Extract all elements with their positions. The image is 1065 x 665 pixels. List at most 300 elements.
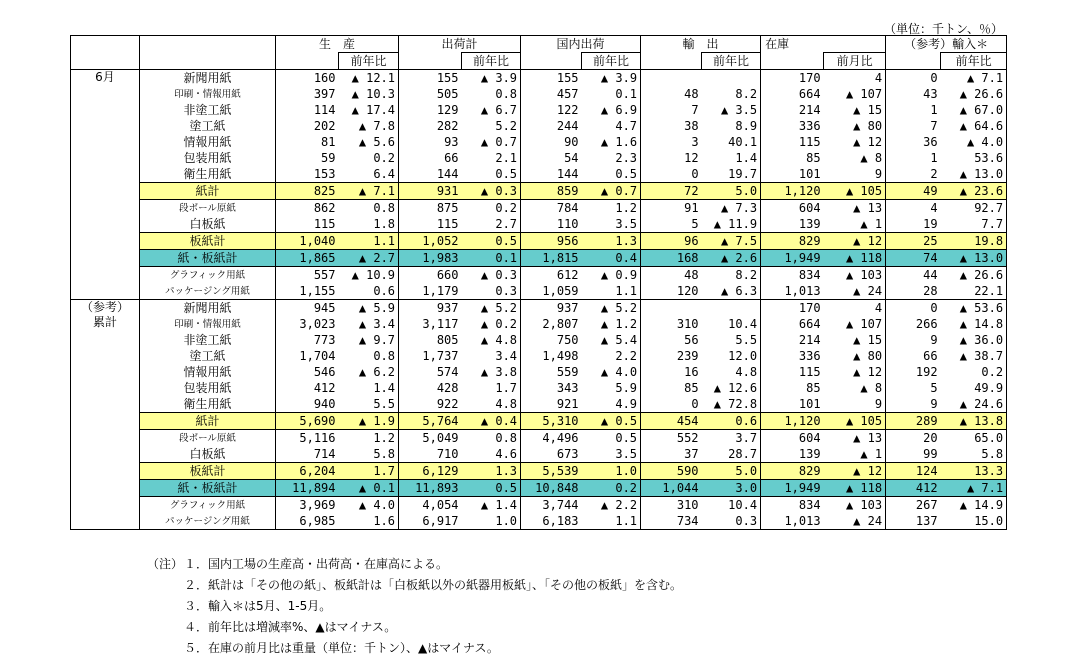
cell-shipments: 5,049 (422, 430, 459, 445)
cell-inventory: 115 (798, 134, 821, 149)
cell-domestic-yoy: 2.3 (582, 150, 641, 166)
cell-inventory-mom: ▲ 8 (824, 380, 886, 396)
cell-domestic-yoy: 3.5 (582, 446, 641, 463)
cell-inventory: 1,949 (761, 480, 824, 497)
table-row (71, 86, 1007, 102)
cell-inventory-mom: ▲ 80 (824, 118, 886, 134)
cell-domestic-yoy: ▲ 6.9 (582, 102, 641, 118)
cell-export: 12 (684, 150, 699, 165)
note-line (147, 598, 682, 619)
cell-shipments: 428 (436, 380, 459, 395)
cell-domestic-yoy: 1.1 (582, 513, 641, 530)
table-row (71, 102, 1007, 118)
cell-shipments: 4,054 (422, 497, 459, 512)
cell-production: 6,204 (276, 463, 339, 480)
cell-domestic-yoy: 0.4 (582, 250, 641, 267)
cell-production: 81 (321, 134, 336, 149)
cell-shipments: 66 (444, 150, 459, 165)
cell-production-yoy: ▲ 12.1 (339, 70, 399, 87)
cell-import: 137 (915, 513, 938, 528)
cell-export: 56 (684, 332, 699, 347)
cell-shipments-yoy: 2.7 (462, 216, 521, 233)
header-shipments-yoy: 前年比 (462, 53, 521, 70)
cell-inventory-mom: ▲ 13 (824, 430, 886, 447)
cell-production: 5,690 (276, 413, 339, 430)
cell-shipments: 115 (436, 216, 459, 231)
table-row (71, 332, 1007, 348)
cell-import-yoy: ▲ 67.0 (941, 102, 1007, 118)
cell-domestic-yoy: 1.3 (582, 233, 641, 250)
cell-import-yoy: ▲ 36.0 (941, 332, 1007, 348)
cell-shipments-yoy: ▲ 0.3 (462, 183, 521, 200)
cell-import: 19 (923, 216, 938, 231)
cell-shipments: 6,917 (422, 513, 459, 528)
cell-domestic-yoy: 0.5 (582, 430, 641, 447)
cell-shipments-yoy: 0.3 (462, 283, 521, 300)
cell-production: 546 (313, 364, 336, 379)
cell-import-yoy: ▲ 13.0 (941, 166, 1007, 183)
table-row (71, 150, 1007, 166)
table-row (71, 267, 1007, 284)
table-row (71, 497, 1007, 514)
cell-production: 114 (313, 102, 336, 117)
cell-import-yoy: ▲ 53.6 (941, 300, 1007, 317)
cell-shipments: 5,764 (399, 413, 462, 430)
cell-production-yoy: 5.5 (339, 396, 399, 413)
cell-production-yoy: ▲ 3.4 (339, 316, 399, 332)
cell-export (641, 300, 702, 317)
cell-inventory: 1,120 (761, 413, 824, 430)
note-line (147, 619, 682, 640)
cell-inventory: 829 (761, 463, 824, 480)
statistics-table (70, 35, 1007, 530)
cell-import: 5 (930, 380, 938, 395)
cell-inventory: 170 (798, 70, 821, 85)
cell-production: 397 (313, 86, 336, 101)
cell-import: 25 (886, 233, 941, 250)
cell-shipments-yoy: ▲ 0.4 (462, 413, 521, 430)
cell-inventory: 214 (798, 102, 821, 117)
cell-export-yoy: ▲ 12.6 (702, 380, 761, 396)
cell-export-yoy: ▲ 2.6 (702, 250, 761, 267)
cell-import-yoy: 53.6 (941, 150, 1007, 166)
cell-domestic: 859 (521, 183, 582, 200)
cell-export: 3 (691, 134, 699, 149)
cell-domestic-yoy: ▲ 3.9 (582, 70, 641, 87)
cell-production: 1,040 (276, 233, 339, 250)
cell-inventory: 101 (798, 166, 821, 181)
cell-domestic: 673 (556, 446, 579, 461)
section-label-line: （参考） (80, 300, 129, 314)
cell-shipments: 922 (436, 396, 459, 411)
cell-inventory: 1,120 (761, 183, 824, 200)
cell-export: 48 (684, 267, 699, 282)
table-row (71, 348, 1007, 364)
cell-import-yoy: ▲ 14.9 (941, 497, 1007, 514)
cell-inventory-mom: ▲ 12 (824, 364, 886, 380)
cell-export-yoy (702, 70, 761, 87)
table-row (71, 413, 1007, 430)
cell-domestic-yoy: ▲ 4.0 (582, 364, 641, 380)
row-label: 新聞用紙 (140, 300, 276, 317)
cell-import: 7 (930, 118, 938, 133)
cell-export: 5 (691, 216, 699, 231)
header-export-sub (641, 53, 702, 70)
cell-export: 590 (641, 463, 702, 480)
cell-import-yoy: ▲ 4.0 (941, 134, 1007, 150)
cell-inventory-mom: ▲ 105 (824, 413, 886, 430)
cell-production-yoy: 1.4 (339, 380, 399, 396)
cell-export-yoy: ▲ 72.8 (702, 396, 761, 413)
table-row (71, 396, 1007, 413)
table-body (71, 70, 1007, 530)
cell-shipments-yoy: ▲ 5.2 (462, 300, 521, 317)
cell-export: 7 (691, 102, 699, 117)
cell-export-yoy: 40.1 (702, 134, 761, 150)
cell-shipments: 875 (436, 200, 459, 215)
note-text: ３．輸入＊は5月、1-5月。 (184, 599, 332, 613)
cell-import-yoy: ▲ 13.8 (941, 413, 1007, 430)
cell-export-yoy: 0.3 (702, 513, 761, 530)
cell-shipments: 11,893 (399, 480, 462, 497)
cell-domestic-yoy: 4.9 (582, 396, 641, 413)
cell-inventory-mom: ▲ 107 (824, 86, 886, 102)
row-label: 紙計 (140, 413, 276, 430)
table-row (71, 200, 1007, 217)
cell-import-yoy: 65.0 (941, 430, 1007, 447)
cell-production: 11,894 (276, 480, 339, 497)
cell-shipments-yoy: ▲ 0.3 (462, 267, 521, 284)
cell-import: 266 (915, 316, 938, 331)
cell-production-yoy: ▲ 10.3 (339, 86, 399, 102)
row-label: 印刷・情報用紙 (140, 316, 276, 332)
cell-production-yoy: 0.8 (339, 348, 399, 364)
cell-inventory: 664 (798, 316, 821, 331)
cell-domestic: 144 (556, 166, 579, 181)
header-shipments-sub (399, 53, 462, 70)
cell-inventory: 604 (798, 200, 821, 215)
cell-domestic: 110 (556, 216, 579, 231)
cell-domestic: 5,539 (521, 463, 582, 480)
cell-domestic-yoy: 2.2 (582, 348, 641, 364)
cell-export: 120 (676, 283, 699, 298)
cell-production: 153 (313, 166, 336, 181)
cell-export: 310 (676, 316, 699, 331)
cell-inventory-mom: ▲ 24 (824, 283, 886, 300)
cell-inventory: 604 (798, 430, 821, 445)
row-label: 段ボール原紙 (140, 430, 276, 447)
cell-domestic-yoy: 0.2 (582, 480, 641, 497)
cell-export-yoy: 3.7 (702, 430, 761, 447)
cell-domestic: 937 (556, 300, 579, 315)
cell-inventory-mom: ▲ 107 (824, 316, 886, 332)
cell-import: 267 (915, 497, 938, 512)
cell-shipments-yoy: 0.8 (462, 86, 521, 102)
cell-domestic-yoy: 0.5 (582, 166, 641, 183)
cell-shipments-yoy: 0.8 (462, 430, 521, 447)
cell-shipments-yoy: 1.0 (462, 513, 521, 530)
cell-import: 44 (923, 267, 938, 282)
cell-shipments-yoy: 2.1 (462, 150, 521, 166)
cell-production: 3,969 (299, 497, 336, 512)
header-import-yoy: 前年比 (941, 53, 1007, 70)
note-text: ２．紙計は「その他の紙」、板紙計は「白板紙以外の紙器用板紙」、「その他の板紙」を含む。 (184, 578, 683, 592)
cell-shipments: 505 (436, 86, 459, 101)
cell-shipments: 805 (436, 332, 459, 347)
note-line (147, 556, 682, 577)
cell-inventory: 1,013 (784, 513, 821, 528)
cell-domestic: 5,310 (521, 413, 582, 430)
cell-domestic: 3,744 (542, 497, 579, 512)
cell-import: 66 (923, 348, 938, 363)
row-label: 非塗工紙 (140, 332, 276, 348)
header-inventory: 在庫 (761, 36, 886, 53)
cell-shipments-yoy: ▲ 4.8 (462, 332, 521, 348)
cell-production: 160 (313, 70, 336, 85)
table-row (71, 513, 1007, 530)
cell-production: 714 (313, 446, 336, 461)
table-row (71, 70, 1007, 87)
cell-production-yoy: 0.2 (339, 150, 399, 166)
header-export: 輸 出 (641, 36, 761, 53)
cell-shipments-yoy: ▲ 1.4 (462, 497, 521, 514)
table-row (71, 316, 1007, 332)
cell-production-yoy: 1.6 (339, 513, 399, 530)
cell-domestic: 1,059 (542, 283, 579, 298)
cell-import-yoy: 92.7 (941, 200, 1007, 217)
cell-production-yoy: ▲ 4.0 (339, 497, 399, 514)
cell-shipments-yoy: 0.5 (462, 233, 521, 250)
cell-domestic: 54 (564, 150, 579, 165)
cell-export-yoy: 1.4 (702, 150, 761, 166)
cell-production-yoy: ▲ 6.2 (339, 364, 399, 380)
cell-import: 0 (930, 300, 938, 315)
cell-import-yoy: ▲ 38.7 (941, 348, 1007, 364)
cell-shipments: 1,179 (422, 283, 459, 298)
table-row (71, 446, 1007, 463)
table-row (71, 480, 1007, 497)
table-row (71, 463, 1007, 480)
cell-domestic: 612 (556, 267, 579, 282)
row-label: パッケージング用紙 (140, 513, 276, 530)
cell-import-yoy: ▲ 64.6 (941, 118, 1007, 134)
row-label: 塗工紙 (140, 348, 276, 364)
cell-export: 734 (676, 513, 699, 528)
cell-import: 192 (915, 364, 938, 379)
table-row (71, 166, 1007, 183)
header-inventory-mom: 前月比 (824, 53, 886, 70)
row-label: グラフィック用紙 (140, 267, 276, 284)
row-label: 紙・板紙計 (140, 250, 276, 267)
cell-shipments-yoy: 0.2 (462, 200, 521, 217)
cell-shipments-yoy: 0.5 (462, 166, 521, 183)
cell-export-yoy: 28.7 (702, 446, 761, 463)
cell-export (641, 70, 702, 87)
row-label: 白板紙 (140, 216, 276, 233)
cell-import: 28 (923, 283, 938, 298)
cell-production-yoy: 0.6 (339, 283, 399, 300)
cell-export: 38 (684, 118, 699, 133)
cell-export-yoy: ▲ 7.3 (702, 200, 761, 217)
cell-shipments: 1,052 (399, 233, 462, 250)
cell-inventory: 1,013 (784, 283, 821, 298)
table-row (71, 118, 1007, 134)
cell-shipments-yoy: ▲ 6.7 (462, 102, 521, 118)
cell-export-yoy (702, 300, 761, 317)
cell-import-yoy: ▲ 24.6 (941, 396, 1007, 413)
cell-domestic: 10,848 (521, 480, 582, 497)
cell-shipments: 282 (436, 118, 459, 133)
section-label (71, 300, 140, 530)
cell-shipments: 574 (436, 364, 459, 379)
cell-domestic: 1,498 (542, 348, 579, 363)
cell-import: 4 (930, 200, 938, 215)
cell-domestic: 750 (556, 332, 579, 347)
cell-domestic-yoy: ▲ 1.6 (582, 134, 641, 150)
header-production: 生 産 (276, 36, 399, 53)
header-blank-1 (71, 36, 140, 53)
cell-inventory-mom: ▲ 13 (824, 200, 886, 217)
cell-domestic-yoy: 5.9 (582, 380, 641, 396)
cell-export-yoy: 5.5 (702, 332, 761, 348)
cell-export-yoy: ▲ 7.5 (702, 233, 761, 250)
cell-inventory-mom: ▲ 15 (824, 102, 886, 118)
cell-inventory-mom: ▲ 24 (824, 513, 886, 530)
cell-inventory: 115 (798, 364, 821, 379)
cell-shipments-yoy: 0.5 (462, 480, 521, 497)
header-production-yoy: 前年比 (339, 53, 399, 70)
row-label: 新聞用紙 (140, 70, 276, 87)
section-label-line: 6月 (95, 70, 115, 84)
row-label: 段ボール原紙 (140, 200, 276, 217)
cell-production: 825 (276, 183, 339, 200)
cell-import: 99 (923, 446, 938, 461)
statistics-table-container (70, 35, 1006, 530)
cell-inventory: 664 (798, 86, 821, 101)
cell-shipments-yoy: 3.4 (462, 348, 521, 364)
table-row (71, 300, 1007, 317)
cell-export: 85 (684, 380, 699, 395)
cell-import-yoy: ▲ 26.6 (941, 86, 1007, 102)
cell-shipments-yoy: 4.8 (462, 396, 521, 413)
cell-export-yoy: 8.9 (702, 118, 761, 134)
cell-import: 124 (886, 463, 941, 480)
cell-shipments: 710 (436, 446, 459, 461)
table-row (71, 364, 1007, 380)
cell-inventory: 336 (798, 348, 821, 363)
cell-production-yoy: ▲ 2.7 (339, 250, 399, 267)
cell-production-yoy: 6.4 (339, 166, 399, 183)
cell-domestic-yoy: ▲ 5.4 (582, 332, 641, 348)
cell-production-yoy: ▲ 10.9 (339, 267, 399, 284)
cell-export-yoy: 4.8 (702, 364, 761, 380)
header-domestic: 国内出荷 (521, 36, 641, 53)
cell-export: 72 (641, 183, 702, 200)
cell-inventory-mom: ▲ 1 (824, 446, 886, 463)
cell-production: 945 (313, 300, 336, 315)
cell-export-yoy: 10.4 (702, 497, 761, 514)
row-label: 非塗工紙 (140, 102, 276, 118)
cell-shipments: 129 (436, 102, 459, 117)
cell-domestic: 244 (556, 118, 579, 133)
cell-export-yoy: 12.0 (702, 348, 761, 364)
cell-inventory-mom: 9 (824, 396, 886, 413)
cell-import-yoy: 15.0 (941, 513, 1007, 530)
cell-production-yoy: ▲ 5.6 (339, 134, 399, 150)
cell-domestic: 90 (564, 134, 579, 149)
cell-domestic: 4,496 (542, 430, 579, 445)
cell-production-yoy: 0.8 (339, 200, 399, 217)
cell-inventory: 139 (798, 446, 821, 461)
cell-domestic: 559 (556, 364, 579, 379)
cell-import: 20 (923, 430, 938, 445)
cell-inventory-mom: 4 (824, 70, 886, 87)
cell-export-yoy: 10.4 (702, 316, 761, 332)
cell-shipments-yoy: 0.1 (462, 250, 521, 267)
table-row (71, 430, 1007, 447)
cell-shipments-yoy: ▲ 3.8 (462, 364, 521, 380)
cell-production: 940 (313, 396, 336, 411)
cell-production: 1,155 (299, 283, 336, 298)
cell-production-yoy: ▲ 1.9 (339, 413, 399, 430)
cell-production: 5,116 (299, 430, 336, 445)
cell-production-yoy: 1.1 (339, 233, 399, 250)
cell-import-yoy: ▲ 26.6 (941, 267, 1007, 284)
cell-shipments: 155 (436, 70, 459, 85)
row-label: 包装用紙 (140, 380, 276, 396)
cell-shipments: 1,737 (422, 348, 459, 363)
cell-production-yoy: ▲ 7.8 (339, 118, 399, 134)
cell-import: 9 (930, 332, 938, 347)
cell-domestic: 122 (556, 102, 579, 117)
header-blank-2 (140, 36, 276, 53)
cell-export: 0 (691, 166, 699, 181)
cell-shipments-yoy: 4.6 (462, 446, 521, 463)
cell-inventory: 1,949 (761, 250, 824, 267)
cell-inventory-mom: 4 (824, 300, 886, 317)
header-blank-4 (140, 53, 276, 70)
table-row (71, 134, 1007, 150)
cell-inventory-mom: ▲ 12 (824, 233, 886, 250)
cell-export-yoy: 19.7 (702, 166, 761, 183)
cell-shipments-yoy: 1.3 (462, 463, 521, 480)
header-shipments: 出荷計 (399, 36, 521, 53)
note-text: １．国内工場の生産高・出荷高・在庫高による。 (184, 557, 449, 571)
cell-export: 239 (676, 348, 699, 363)
cell-export: 48 (684, 86, 699, 101)
cell-production: 1,865 (276, 250, 339, 267)
cell-domestic-yoy: ▲ 2.2 (582, 497, 641, 514)
cell-domestic: 784 (556, 200, 579, 215)
cell-import: 74 (886, 250, 941, 267)
cell-domestic-yoy: ▲ 0.7 (582, 183, 641, 200)
cell-production: 862 (313, 200, 336, 215)
cell-inventory: 101 (798, 396, 821, 411)
cell-inventory-mom: ▲ 118 (824, 480, 886, 497)
cell-domestic-yoy: 1.1 (582, 283, 641, 300)
header-domestic-yoy: 前年比 (582, 53, 641, 70)
cell-import: 9 (930, 396, 938, 411)
table-row (71, 283, 1007, 300)
table-row (71, 183, 1007, 200)
cell-shipments: 144 (436, 166, 459, 181)
cell-production: 1,704 (299, 348, 336, 363)
cell-inventory: 336 (798, 118, 821, 133)
unit-label: （単位：千トン、％） (883, 22, 1003, 36)
note-text: ４．前年比は増減率%、▲はマイナス。 (184, 620, 397, 634)
cell-inventory: 170 (798, 300, 821, 315)
row-label: 衛生用紙 (140, 166, 276, 183)
